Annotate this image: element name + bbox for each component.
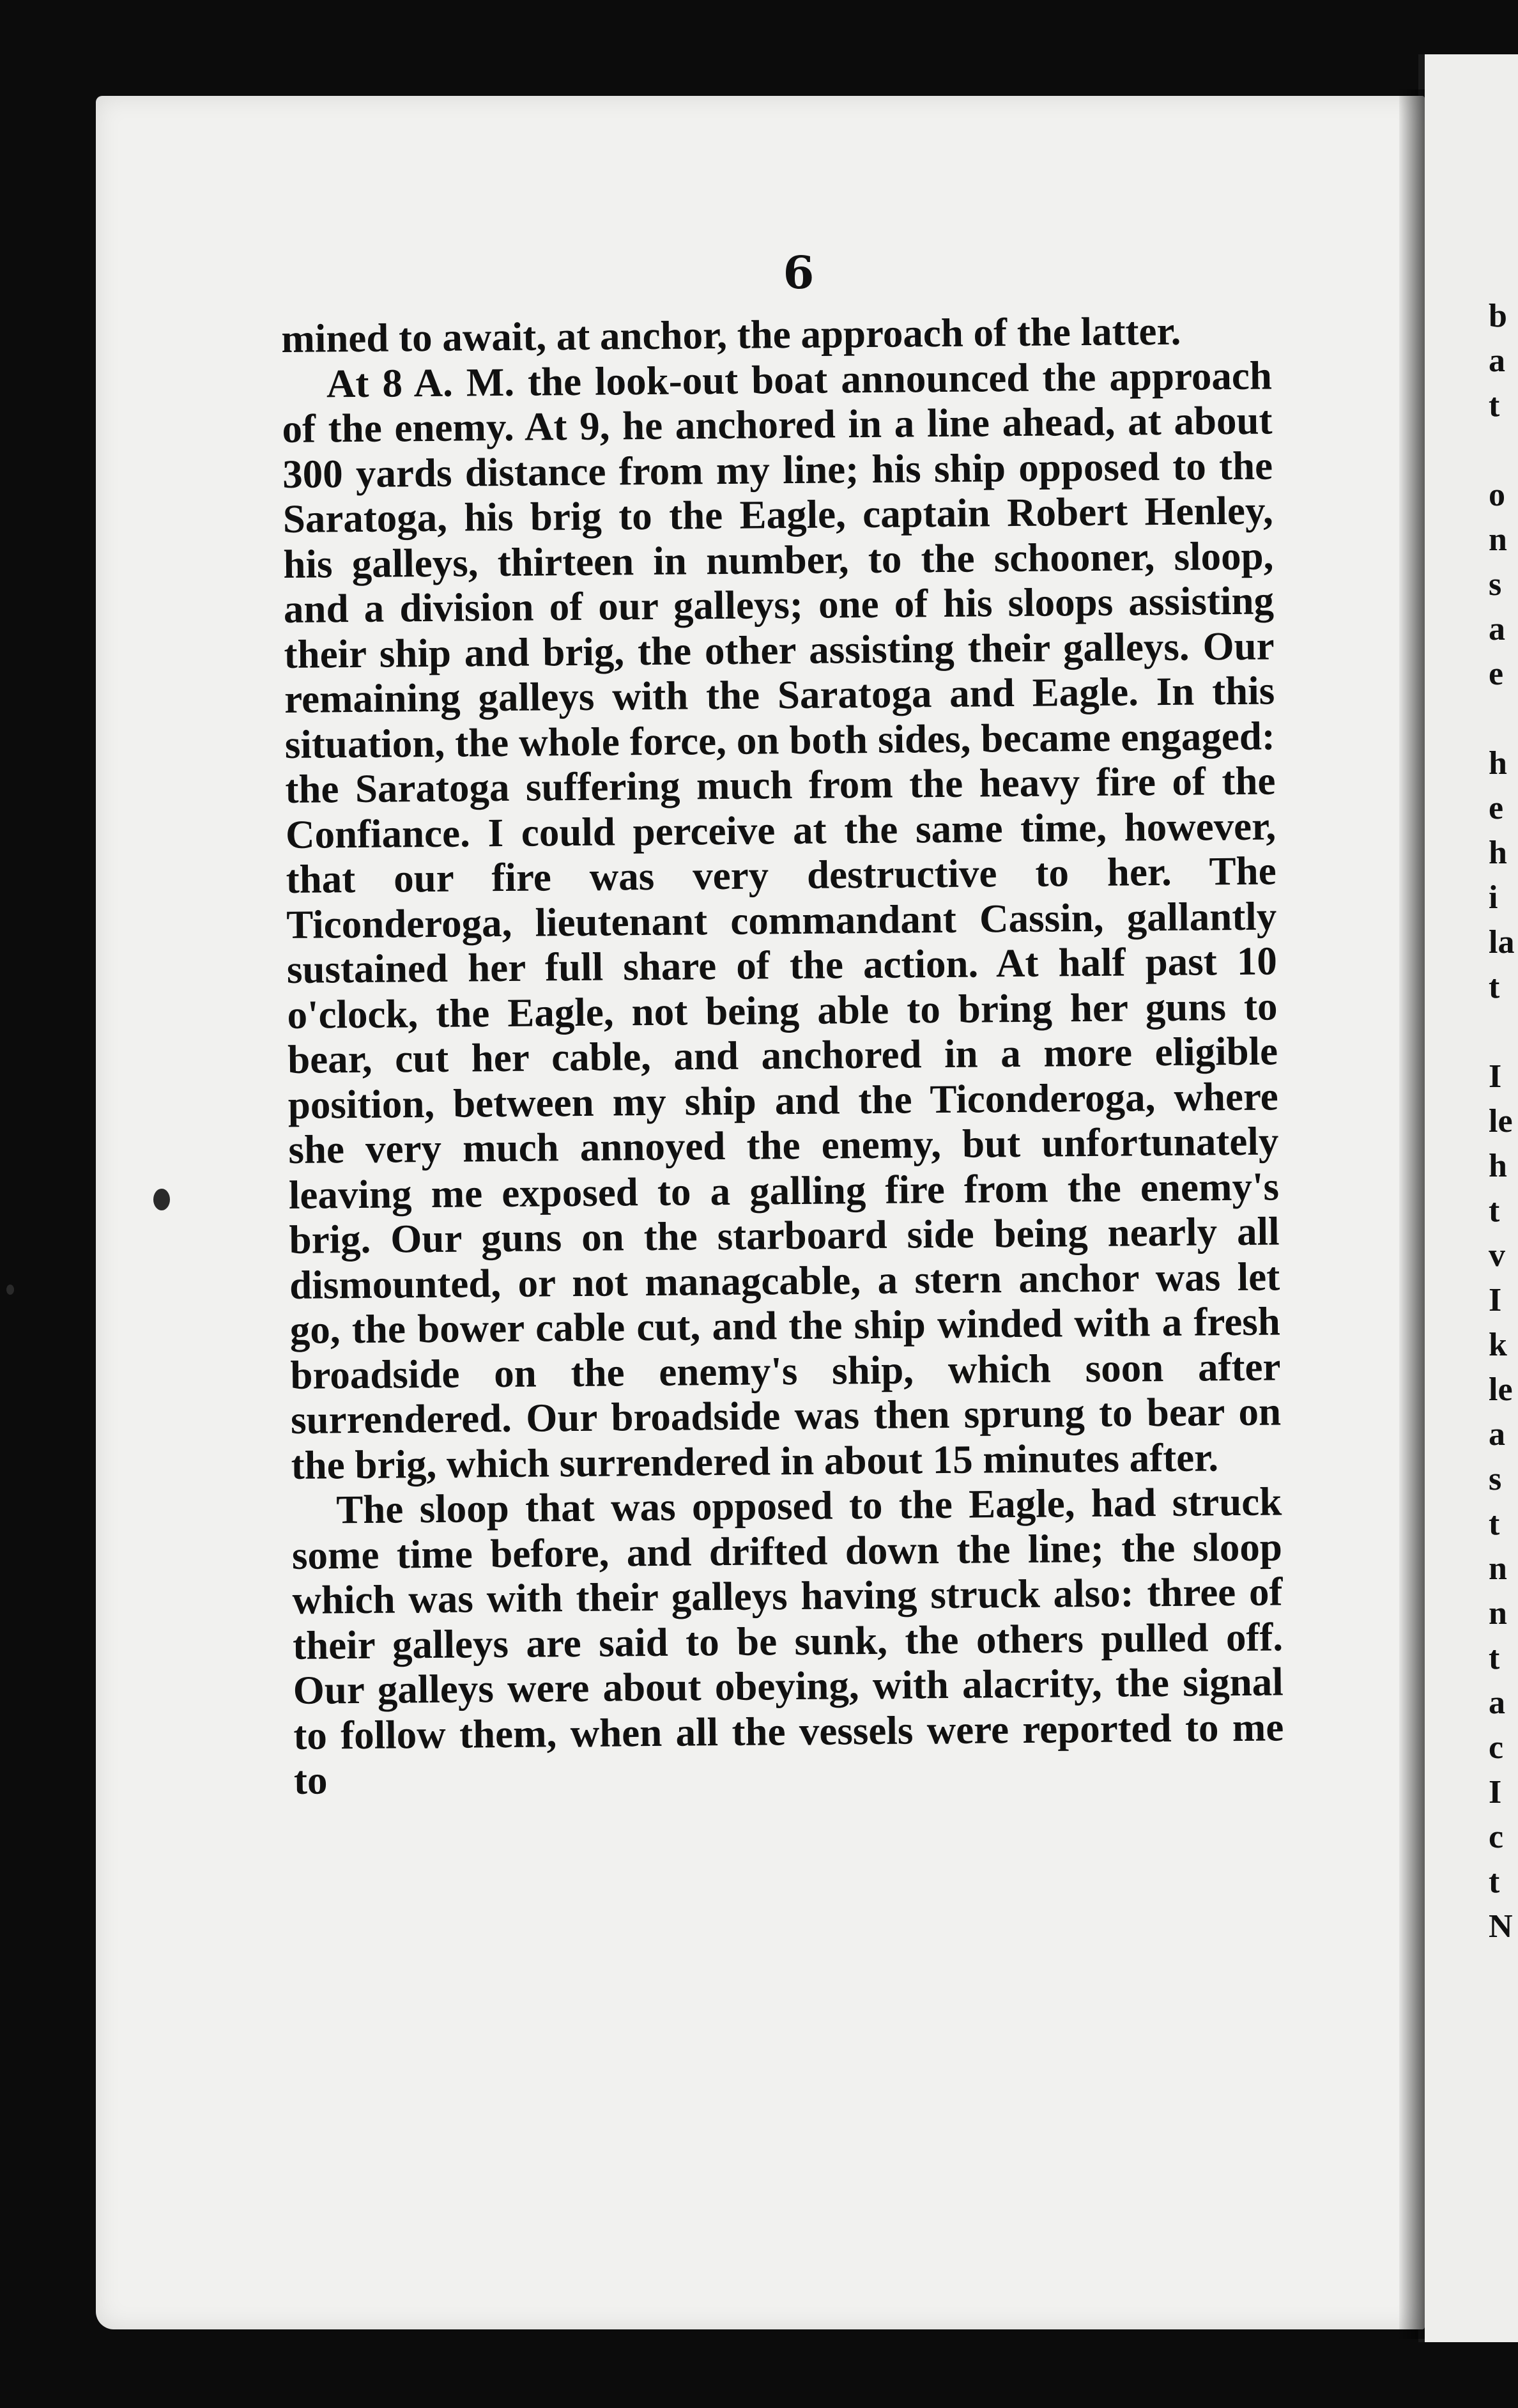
facing-page-line-fragment: t <box>1489 1506 1500 1542</box>
facing-page-line-fragment: t <box>1489 1640 1500 1676</box>
facing-page-line-fragment: t <box>1489 1864 1500 1900</box>
facing-page-line-fragment: v <box>1489 1237 1505 1274</box>
facing-page-line-fragment: la <box>1489 924 1515 961</box>
ink-speck <box>6 1285 14 1295</box>
facing-page-line-fragment: le <box>1489 1371 1513 1408</box>
facing-page-line-fragment: k <box>1489 1327 1507 1363</box>
facing-page-line-fragment: n <box>1489 1550 1507 1587</box>
facing-page-line-fragment: s <box>1489 1461 1502 1497</box>
facing-page-line-fragment: c <box>1489 1729 1504 1766</box>
facing-page-line-fragment: a <box>1489 611 1505 647</box>
page-number: 6 <box>783 246 815 299</box>
facing-page-line-fragment <box>1489 1010 1512 1054</box>
facing-page-line-fragment: t <box>1489 387 1500 424</box>
facing-page-line-fragment: s <box>1489 566 1502 603</box>
facing-page-line-fragment: e <box>1489 790 1504 826</box>
facing-page-line-fragment: I <box>1489 1058 1502 1095</box>
facing-page-line-fragment: a <box>1489 343 1505 379</box>
gutter-shadow <box>1399 89 1425 2339</box>
facing-page-line-fragment <box>1489 428 1512 473</box>
facing-page-line-fragment: e <box>1489 656 1504 692</box>
page-body-text <box>281 307 1284 1803</box>
facing-page-line-fragment: c <box>1489 1819 1504 1855</box>
facing-page-line-fragment: o <box>1489 477 1505 513</box>
facing-page-line-fragment: I <box>1489 1282 1502 1318</box>
facing-page-line-fragment: t <box>1489 969 1500 1005</box>
facing-page-line-fragment <box>1489 697 1512 741</box>
facing-page-line-fragment: I <box>1489 1774 1502 1810</box>
ink-speck <box>153 1189 170 1210</box>
facing-page-fragments <box>1489 294 1515 1949</box>
facing-page-line-fragment: le <box>1489 1103 1513 1139</box>
facing-page-line-fragment: a <box>1489 1416 1505 1453</box>
facing-page-line-fragment: b <box>1489 298 1507 334</box>
facing-page-line-fragment: h <box>1489 1148 1507 1184</box>
facing-page-line-fragment: N <box>1489 1908 1513 1945</box>
facing-page-line-fragment: n <box>1489 1595 1507 1632</box>
paragraph-surrender: The sloop that was opposed to the Eagle, had struck some time before, and drifted down the line; the sloop which was with their galleys having struck also: three of their galleys are said to be sunk, the others pulled off. Our galleys were about obeying, with alacrity, the signal to follow them, when all the vessels were reported to me to <box>291 1479 1284 1803</box>
facing-page-line-fragment: i <box>1489 879 1498 916</box>
facing-page-line-fragment: a <box>1489 1685 1505 1721</box>
paragraph-battle-account: At 8 A. M. the look-out boat announced the approach of the enemy. At 9, he anchored in a line ahead, at about 300 yards distance from my line; his ship opposed to the Saratoga, his brig to the Eagle, captain Robert Henley, his galleys, thirteen in number, to the schooner, sloop, and a division of our galleys; one of his sloops assisting their ship and brig, the other assisting their galleys. Our remaining galleys with the Saratoga and Eagle. In this situation, the whole force, on both sides, became engaged: the Saratoga suffering much from the heavy fire of the Confiance. I could perceive at the same time, however, that our fire was very destructive to her. The Ticonderoga, lieutenant commandant Cassin, gallantly sustained her full share of the action. At half past 10 o'clock, the Eagle, not being able to bring her guns to bear, cut her cable, and anchored in a more eligible position, between my ship and the Ticonderoga, where she very much annoyed the enemy, but unfortunately leaving me exposed to a galling fire from the enemy's brig. Our guns on the starboard side being nearly all dismounted, or not managcable, a stern anchor was let go, the bower cable cut, and the ship winded with a fresh broadside on the enemy's ship, which soon after surrendered. Our broadside was then sprung to bear on the brig, which surrendered in about 15 minutes after. <box>282 352 1282 1488</box>
facing-page-line-fragment: h <box>1489 835 1507 871</box>
facing-page-line-fragment: t <box>1489 1192 1500 1229</box>
paragraph-continuation: mined to await, at anchor, the approach of the latter. <box>281 308 1181 361</box>
facing-page-line-fragment: n <box>1489 521 1507 558</box>
facing-page-line-fragment: h <box>1489 745 1507 782</box>
